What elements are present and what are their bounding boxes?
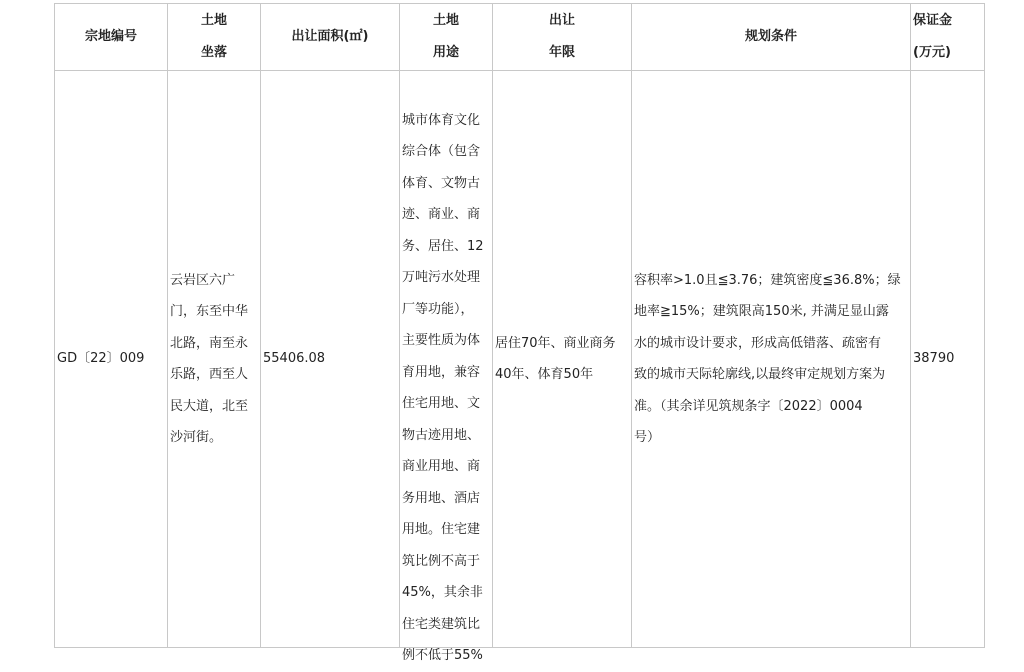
header-term-line1: 出让: [548, 13, 575, 28]
cell-deposit: [911, 71, 985, 648]
cell-parcel-no: [55, 71, 168, 648]
header-use-line1: 土地: [432, 13, 459, 28]
header-parcel-no: [55, 4, 168, 71]
cell-term: [493, 71, 632, 648]
header-deposit-line2: (万元): [913, 45, 951, 60]
header-use: [400, 4, 493, 71]
header-planning: [632, 4, 911, 71]
header-term-line2: 年限: [548, 45, 575, 60]
cell-area: [261, 71, 400, 648]
header-area: [261, 4, 400, 71]
cell-use: [400, 71, 493, 663]
header-use-line2: 用途: [432, 45, 459, 60]
header-parcel-no-label: 宗地编号: [84, 29, 137, 44]
location-value: 云岩区六广 门，东至中华 北路，南至永 乐路，西至人 民大道，北至 沙河街。: [170, 272, 249, 445]
land-auction-table: [54, 3, 985, 663]
term-value: 居住70年、商业商务 40年、体育50年: [495, 335, 616, 382]
header-area-label: 出让面积(㎡): [291, 29, 369, 44]
deposit-value: 38790: [913, 351, 955, 367]
area-value: 55406.08: [263, 351, 326, 367]
header-location-line1: 土地: [200, 13, 227, 28]
header-deposit-line1: 保证金: [913, 13, 953, 28]
planning-value: 容积率>1.0且≦3.76；建筑密度≦36.8%；绿 地率≧15%；建筑限高150米, 并满足显山露 水的城市设计要求，形成高低错落、疏密有 致的城市天际轮廓线,以最终审定规划方案为 准。（其余详见筑规条字〔2022〕0004 号）: [634, 272, 901, 445]
header-term: [493, 4, 632, 71]
header-location-line2: 坐落: [200, 45, 227, 60]
cell-location: [168, 71, 261, 648]
use-value: 城市体育文化 综合体（包含 体育、文物古 迹、商业、商 务、居住、12 万吨污水处理 厂等功能）， 主要性质为体 育用地，兼容 住宅用地、文 物古迹用地、 商业用地、商 务用地、酒店 用地。住宅建 筑比例不高于 45%，其余非 住宅类建筑比 例不低于55%: [402, 112, 484, 663]
header-location: [168, 4, 261, 71]
header-planning-label: 规划条件: [744, 29, 797, 44]
cell-planning: [632, 71, 911, 648]
parcel-no-value: GD〔22〕009: [57, 351, 145, 367]
header-deposit: [911, 4, 985, 71]
